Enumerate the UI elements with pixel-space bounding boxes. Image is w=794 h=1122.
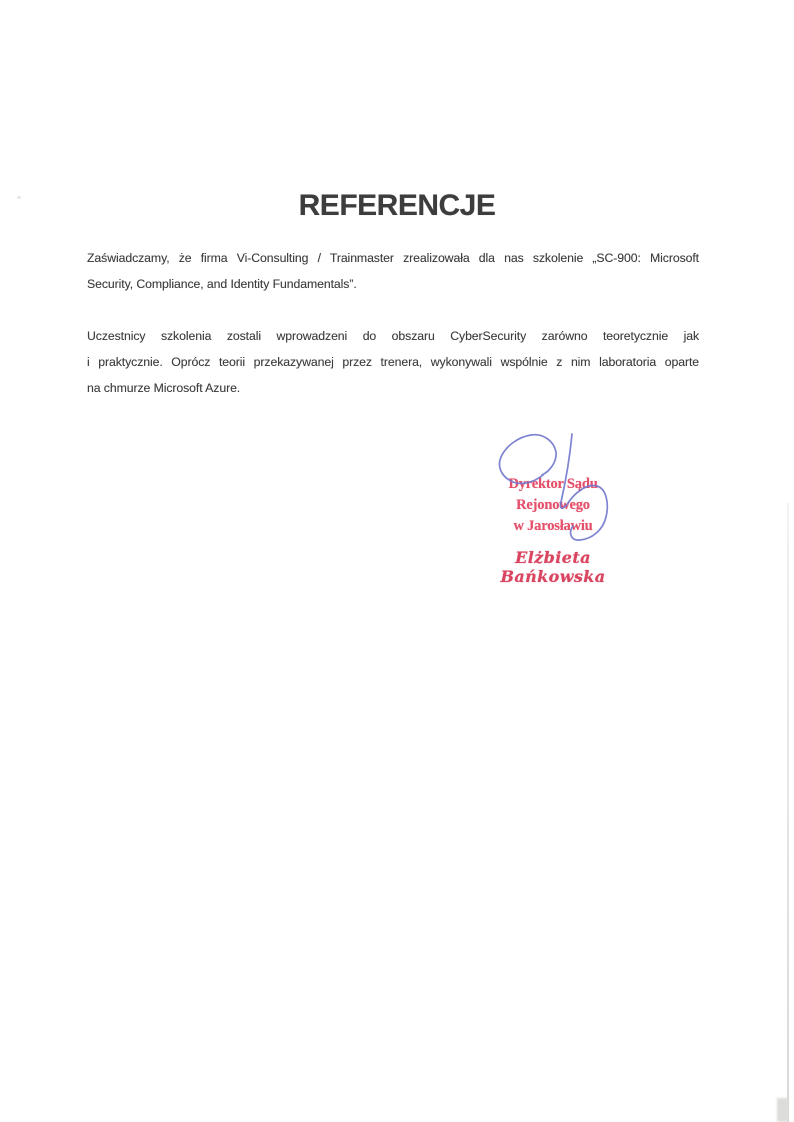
paragraph-certification: [87, 245, 699, 297]
paragraph-training-details: [87, 323, 699, 402]
paragraph-line: na chmurze Microsoft Azure.: [87, 381, 241, 396]
paragraph-line: Uczestnicy szkolenia zostali wprowadzeni do obszaru CyberSecurity zarówno teoretycznie jak: [87, 329, 699, 343]
handwritten-signature-icon: [494, 427, 616, 549]
paragraph-line: Security, Compliance, and Identity Fundamentals”.: [87, 277, 357, 292]
document-title: REFERENCJE: [298, 189, 496, 222]
scan-speck-artifact: [17, 196, 21, 199]
scan-edge-smudge-artifact: [777, 1098, 788, 1122]
stamp-role-title: Dyrektor Sądu Rejonowego: [508, 476, 598, 513]
paragraph-line: i praktycznie. Oprócz teorii przekazywanej przez trenera, wykonywali wspólnie z nim laboratoria oparte: [87, 355, 699, 370]
scan-edge-line-artifact: [787, 503, 789, 1122]
stamp-location: w Jarosławiu: [513, 518, 593, 534]
stamp-signer-name: Elżbieta Bańkowska: [500, 548, 606, 586]
paragraph-line: Zaświadczamy, że firma Vi-Consulting / Trainmaster zrealizowała dla nas szkolenie „SC-900: Microsoft: [87, 251, 699, 265]
